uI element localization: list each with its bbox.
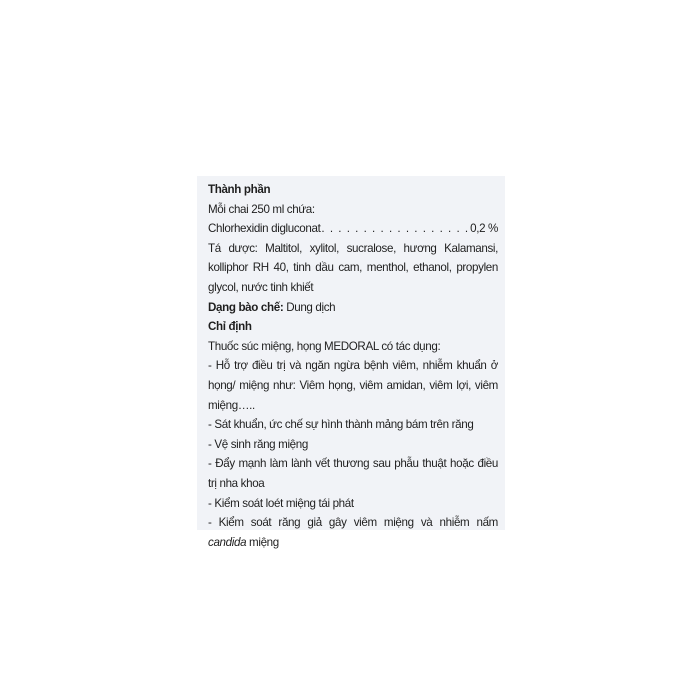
indication-line-10-rest: miệng — [246, 535, 279, 549]
indication-line-2: họng/ miệng như: Viêm họng, viêm amidan, viêm lợi, viêm — [208, 378, 498, 392]
active-ingredient-row — [208, 219, 498, 239]
excipients-line-3: glycol, nước tinh khiết — [208, 280, 314, 294]
candida-italic: candida — [208, 535, 247, 549]
dosage-form-label: Dạng bào chế: — [208, 300, 284, 314]
indication-line-9: - Kiểm soát răng giả gây viêm miệng và nhiễm nấm — [208, 516, 498, 530]
dosage-form — [208, 298, 498, 318]
indication-line-10 — [208, 533, 498, 553]
excipients-line-1: Tá dược: Maltitol, xylitol, sucralose, hương Kalamansi, — [208, 241, 498, 255]
indication-line-6: - Đẩy mạnh làm lành vết thương sau phẫu thuật hoặc điều — [208, 457, 498, 471]
dosage-form-value: Dung dịch — [283, 300, 336, 314]
indication-line-8: - Kiểm soát loét miệng tái phát — [208, 496, 354, 510]
active-ingredient-dots: . . . . . . . . . . . . . . . . . . — [321, 222, 470, 236]
indication-line-4: - Sát khuẩn, ức chế sự hình thành mảng bám trên răng — [208, 418, 474, 432]
excipients-line-2: kolliphor RH 40, tinh dầu cam, menthol, ethanol, propylen — [208, 261, 498, 275]
active-ingredient-amount: 0,2 % — [470, 222, 498, 236]
indication-line-7: trị nha khoa — [208, 476, 265, 490]
per-bottle-text: Mỗi chai 250 ml chứa: — [208, 202, 315, 216]
indication-heading: Chỉ định — [208, 320, 252, 334]
product-label-text — [208, 180, 498, 552]
indication-line-3: miệng….. — [208, 398, 255, 412]
indication-line-1: - Hỗ trợ điều trị và ngăn ngừa bệnh viêm, nhiễm khuẩn ở — [208, 359, 498, 373]
indication-line-5: - Vệ sinh răng miệng — [208, 437, 308, 451]
composition-heading: Thành phần — [208, 183, 271, 196]
active-ingredient-name: Chlorhexidin digluconat — [208, 222, 321, 236]
indication-intro: Thuốc súc miệng, họng MEDORAL có tác dụng: — [208, 339, 441, 353]
